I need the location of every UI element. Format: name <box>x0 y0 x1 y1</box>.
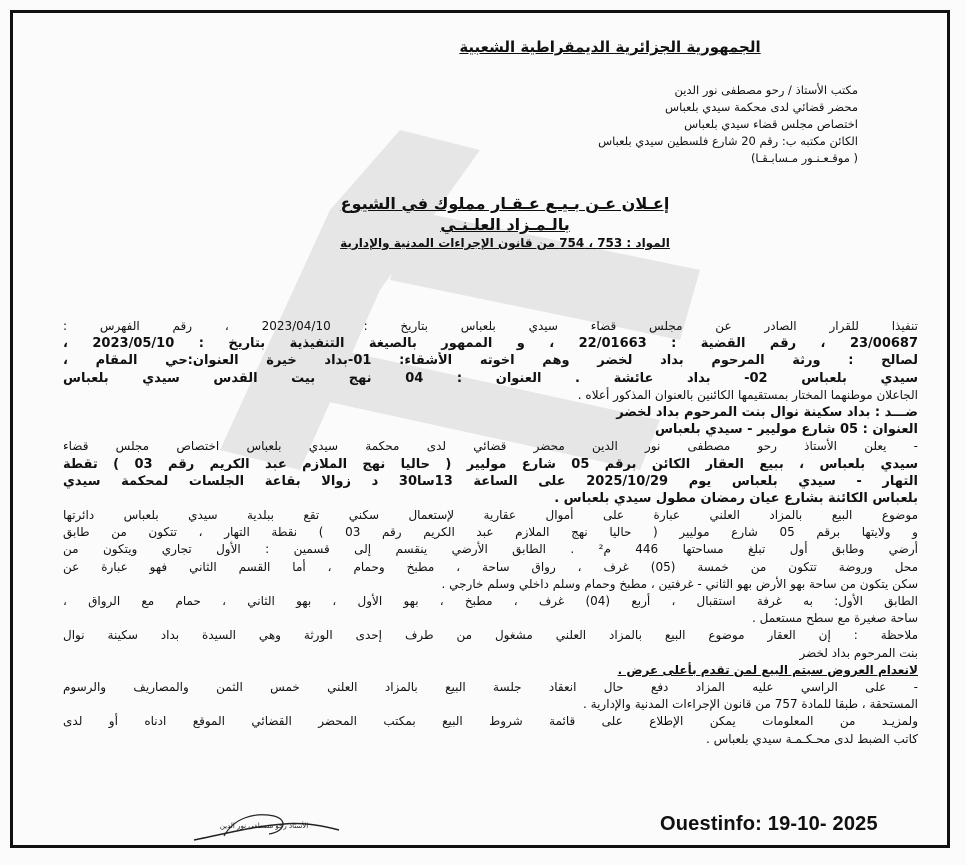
body-line: - على الراسي عليه المزاد دفع حال انعقاد جلسة البيع بالمزاد العلني خمس الثمن والمصاريف والرسوم <box>63 679 918 694</box>
office-line: محضر قضائي لدى محكمة سيدي بلعباس <box>665 100 858 114</box>
body-line: ضـــد : بداد سكينة نوال بنت المرحوم بداد لخضر <box>616 404 918 420</box>
body-line: لصالح : ورثة المرحوم بداد لخضر وهم اخوته الأشقاء: 01-بداد خيرة العنوان:حي المقام ، <box>63 353 918 369</box>
body-line: سيدي بلعباس ، ببيع العقار الكائن برقم 05 شارع موليير ( حاليا نهج الملازم عبد الكريم رقم 03 ) تقطة <box>63 456 918 472</box>
body-line: كاتب الضبط لدى محـكـمـة سيدي بلعباس . <box>705 731 918 746</box>
body-line: محل وروضة تتكون من خمسة (05) غرف ، رواق ساحة ، مطبخ وحمام ، أما القسم الثاني فهو عبارة عن <box>63 559 918 574</box>
state-header: الجمهورية الجزائرية الديمقراطية الشعبية <box>459 38 761 56</box>
source-footer: Ouestinfo: 19-10- 2025 <box>660 813 878 835</box>
notice-title: إعـلان عـن بـيـع عـقـار مملوك في الشيوع <box>340 194 670 213</box>
body-line: المستحقة ، طبقا للمادة 757 من قانون الإجراءات المدنية والإدارية . <box>583 697 918 712</box>
body-line: العنوان : 05 شارع موليير - سيدي بلعباس <box>654 422 918 438</box>
body-line: بنت المرحوم بداد لخضر <box>799 645 918 660</box>
body-line: ملاحظة : إن العقار موضوع البيع بالمزاد العلني مشغول من طرف إحدى الورثة وهي السيدة بداد سكينة نوال <box>63 628 918 643</box>
notice-subtitle: بالـمـزاد العلـنـي <box>440 215 570 234</box>
body-line: التهار - سيدي بلعباس يوم 2025/10/29 على الساعة 13سا30 د زوالا بقاعة الجلسات لمحكمة سيدي <box>63 473 918 489</box>
body-line: أرضي وطابق أول تبلغ مساحتها 446 م² . الطابق الأرضي ينقسم إلى قسمين : الأول تجاري ويتكون من <box>63 542 918 557</box>
notice-body <box>63 318 918 748</box>
body-line: ولمزيـد من المعلومات يمكن الإطلاع على قائمة شروط البيع بمكتب المحضر القضائي الموقع ادناه أو لدى <box>63 714 918 729</box>
office-line: ( موقـعـنـور مـسابـقـا) <box>750 151 858 165</box>
body-line: تنفيذا للقرار الصادر عن مجلس قضاء سيدي بلعباس بتاريخ : 2023/04/10 ، رقم الفهرس : <box>63 319 918 333</box>
office-block <box>598 82 858 167</box>
office-line: اختصاص مجلس قضاء سيدي بلعباس <box>684 117 858 131</box>
body-line: 23/00687 ، رقم القضية : 22/01663 ، و الممهور بالصيغة التنفيذية بتاريخ : 2023/05/10 ، <box>63 336 918 352</box>
body-line: سيدي بلعباس 02- بداد عائشة . العنوان : 04 نهج بيت القدس سيدي بلعباس <box>63 370 918 386</box>
body-line: موضوع البيع بالمزاد العلني عبارة على أموال عقارية لإستعمال سكني تقع ببلدية سيدي بلعباس دائرتها <box>63 508 918 523</box>
signature-text: الأستاذ رحو مصطفى نور الدين <box>219 822 309 830</box>
office-line: الكائن مكتبه ب: رقم 20 شارع فلسطين سيدي بلعباس <box>598 134 858 148</box>
body-line: ساحة صغيرة مع سطح مستعمل . <box>752 611 918 626</box>
signature-stamp <box>184 806 344 846</box>
body-line: و ولايتها برقم 05 شارع موليير ( حاليا نهج الملازم عبد الكريم رقم 03 ) نقطة التهار ، تتكون من طابق <box>63 525 918 540</box>
body-line: - يعلن الأستاذ رحو مصطفى نور الدين محضر قضائي لدى محكمة سيدي بلعباس اختصاص مجلس قضاء <box>63 439 918 454</box>
body-line: الجاعلان موطنهما المختار بمستقيمها الكائنين بالعنوان المذكور أعلاه . <box>577 387 918 402</box>
body-line: بلعباس الكائنة بشارع عيان رمضان مطول سيدي بلعباس . <box>554 490 918 506</box>
body-line: الطابق الأول: به غرفة استقبال ، أربع (04) غرف ، مطبخ ، بهو الأول ، بهو الثاني ، حمام مع الرواق ، <box>63 594 918 608</box>
legal-articles: المواد : 753 ، 754 من قانون الإجراءات المدنية والإدارية <box>340 236 670 250</box>
office-line: مكتب الأستاذ / رحو مصطفى نور الدين <box>674 83 858 97</box>
body-line: لانعدام العروض سيتم البيع لمن تقدم بأعلى عرض . <box>617 662 918 677</box>
body-line: سكن يتكون من ساحة بهو الأرض بهو الثاني - غرفتين ، مطبخ وحمام وسلم داخلي وسلم خارجي . <box>441 576 918 591</box>
